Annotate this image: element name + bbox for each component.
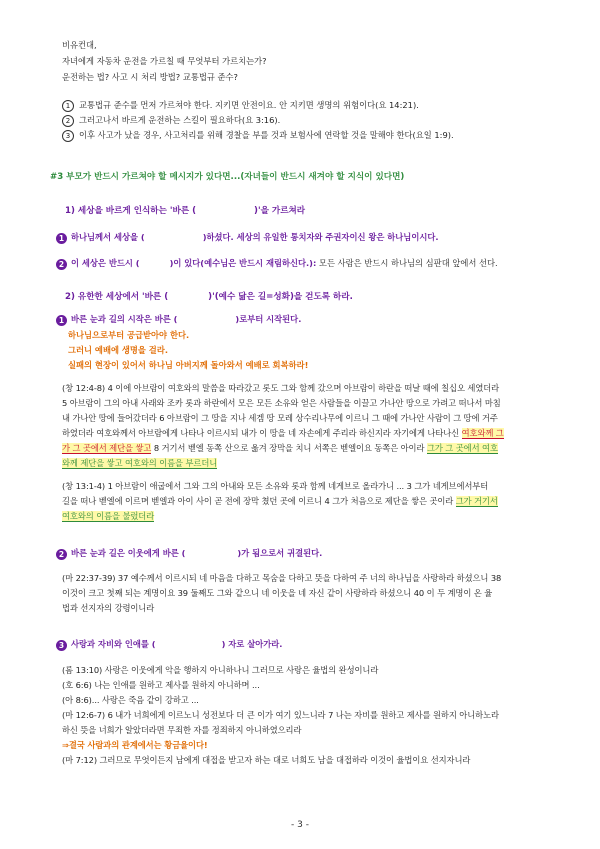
scripture-line: 하였더라 여호와께서 아브람에게 나타나 이르시되 내가 이 땅을 네 자손에게 주리라 하신지라 자기에게 나타나신 여호와께 그	[62, 428, 504, 438]
scripture-line: (롬 13:10) 사랑은 이웃에게 악을 행하지 아니하나니 그러므로 사랑은 율법의 완성이니라	[62, 665, 379, 675]
highlight-phrase: 여호와께 그	[461, 428, 504, 438]
highlight-phrase: 그가 거기서	[455, 496, 498, 506]
scripture-line: (아 8:6)... 사랑은 죽음 같이 강하고 ...	[62, 695, 199, 705]
scripture-line: 5 아브람이 그의 아내 사래와 조카 롯과 하란에서 모은 모든 소유와 얻은 사람들을 이끌고 가나안 땅으로 가려고 떠나서 마침	[62, 398, 501, 408]
scripture-line: 길을 떠나 벧엘에 이르며 벧엘과 아이 사이 곧 전에 장막 쳤던 곳에 이르니 4 그가 처음으로 제단을 쌓은 곳이라 그가 거기서	[62, 496, 498, 506]
part2-item: 1 바른 눈과 길의 시작은 바른 ( )로부터 시작된다.	[56, 314, 301, 326]
golden-rule-note: ⇒결국 사람과의 관계에서는 황금율이다!	[62, 740, 208, 750]
bullet-2-icon: 2	[56, 549, 67, 560]
part1-heading: 1) 세상을 바르게 인식하는 '바른 ( )'을 가르쳐라	[65, 206, 306, 216]
scripture-line: (마 22:37-39) 37 예수께서 이르시되 네 마음을 다하고 목숨을 다하고 뜻을 다하여 주 너의 하나님을 사랑하라 하셨으니 38	[62, 573, 502, 583]
bullet-1-icon: 1	[56, 315, 67, 326]
highlight-phrase: 가 그 곳에서 제단을 쌓고	[62, 443, 152, 453]
intro-line: 자녀에게 자동차 운전을 가르칠 때 무엇부터 가르치는가?	[62, 56, 267, 66]
numbered-item: 1 교통법규 준수를 먼저 가르쳐야 한다. 지키면 안전이요. 안 지키면 생명의 위험이다(요 14:21).	[62, 100, 419, 112]
scripture-line: (마 12:6-7) 6 내가 너희에게 이르노니 성전보다 더 큰 이가 여기 있느니라 7 나는 자비를 원하고 제사를 원하지 아니하노라	[62, 710, 499, 720]
bullet-3-icon: 3	[56, 640, 67, 651]
orange-note: 실패의 현장이 있어서 하나님 아버지께 돌아와서 예배로 회복하라!	[68, 360, 309, 370]
scripture-line	[62, 458, 217, 469]
intro-line: 비유컨대,	[62, 40, 97, 50]
scripture-line: (마 7:12) 그러므로 무엇이든지 남에게 대접을 받고자 하는 대로 너희도 남을 대접하라 이것이 율법이요 선지자니라	[62, 755, 471, 765]
scripture-line: 법과 선지자의 강령이니라	[62, 603, 155, 613]
intro-line: 운전하는 법? 사고 시 처리 방법? 교통법규 준수?	[62, 72, 238, 82]
highlight-phrase: 그가 그 곳에서 여호	[426, 443, 498, 453]
part1-item: 1 하나님께서 세상을 ( )하셨다. 세상의 유일한 통치자와 주권자이신 왕은 하나님이시다.	[56, 232, 439, 244]
circled-number: 3	[62, 130, 74, 142]
highlight-phrase: 와께 제단을 쌓고 여호와의 이름을 부르더니	[62, 458, 218, 468]
part2-item: 2 바른 눈과 길은 이웃에게 바른 ( )가 됨으로서 귀결된다.	[56, 548, 322, 560]
part1-item: 2 이 세상은 반드시 ( )이 있다(예수님은 반드시 재림하신다.): 모든 사람은 반드시 하나님의 심판대 앞에서 선다.	[56, 258, 498, 270]
numbered-item: 3 이후 사고가 났을 경우, 사고처리를 위해 경찰을 부를 것과 보험사에 연락할 것을 말해야 한다(요일 1:9).	[62, 130, 454, 142]
scripture-line	[62, 511, 154, 522]
scripture-line: 내 가나안 땅에 들어갔더라 6 아브람이 그 땅을 지나 세겜 땅 모레 상수리나무에 이르니 그 때에 가나안 사람이 그 땅에 거주	[62, 413, 498, 423]
circled-number: 2	[62, 115, 74, 127]
orange-note: 하나님으로부터 공급받아야 한다.	[68, 330, 190, 340]
bullet-1-icon: 1	[56, 233, 67, 244]
scripture-line: 이것이 크고 첫째 되는 계명이요 39 둘째도 그와 같으니 네 이웃을 네 자신 같이 사랑하라 하셨으니 40 이 두 계명이 온 율	[62, 588, 493, 598]
orange-note: 그러니 예배에 생명을 걸라.	[68, 345, 168, 355]
scripture-line: (호 6:6) 나는 인애를 원하고 제사를 원하지 아니하며 ...	[62, 680, 260, 690]
section-title: #3 부모가 반드시 가르쳐야 할 메시지가 있다면...(자녀들이 반드시 새겨야 할 지식이 있다면)	[50, 172, 405, 182]
scripture-line: 가 그 곳에서 제단을 쌓고 8 거기서 벧엘 동쪽 산으로 옮겨 장막을 치니 서쪽은 벧엘이요 동쪽은 아이라 그가 그 곳에서 여호	[62, 443, 498, 453]
page-number: - 3 -	[291, 820, 309, 830]
bullet-2-icon: 2	[56, 259, 67, 270]
scripture-line: (창 13:1-4) 1 아브람이 애굽에서 그와 그의 아내와 모든 소유와 롯과 함께 네게브로 올라가니 ... 3 그가 네게브에서부터	[62, 481, 489, 491]
scripture-line: (창 12:4-8) 4 이에 아브람이 여호와의 말씀을 따라갔고 롯도 그와 함께 갔으며 아브람이 하란을 떠날 때에 칠십오 세였더라	[62, 383, 500, 393]
scripture-line: 하신 뜻을 너희가 알았더라면 무죄한 자를 정죄하지 아니하였으리라	[62, 725, 302, 735]
highlight-phrase: 여호와의 이름을 불렀더라	[62, 511, 155, 521]
circled-number: 1	[62, 100, 74, 112]
part2-item: 3 사랑과 자비와 인애를 ( ) 자로 살아가라.	[56, 639, 282, 651]
part2-heading: 2) 유한한 세상에서 '바른 ( )'(예수 닮은 길=성화)을 걷도록 하라.	[65, 292, 353, 302]
numbered-item: 2 그러고나서 바르게 운전하는 스킬이 필요하다(요 3:16).	[62, 115, 280, 127]
